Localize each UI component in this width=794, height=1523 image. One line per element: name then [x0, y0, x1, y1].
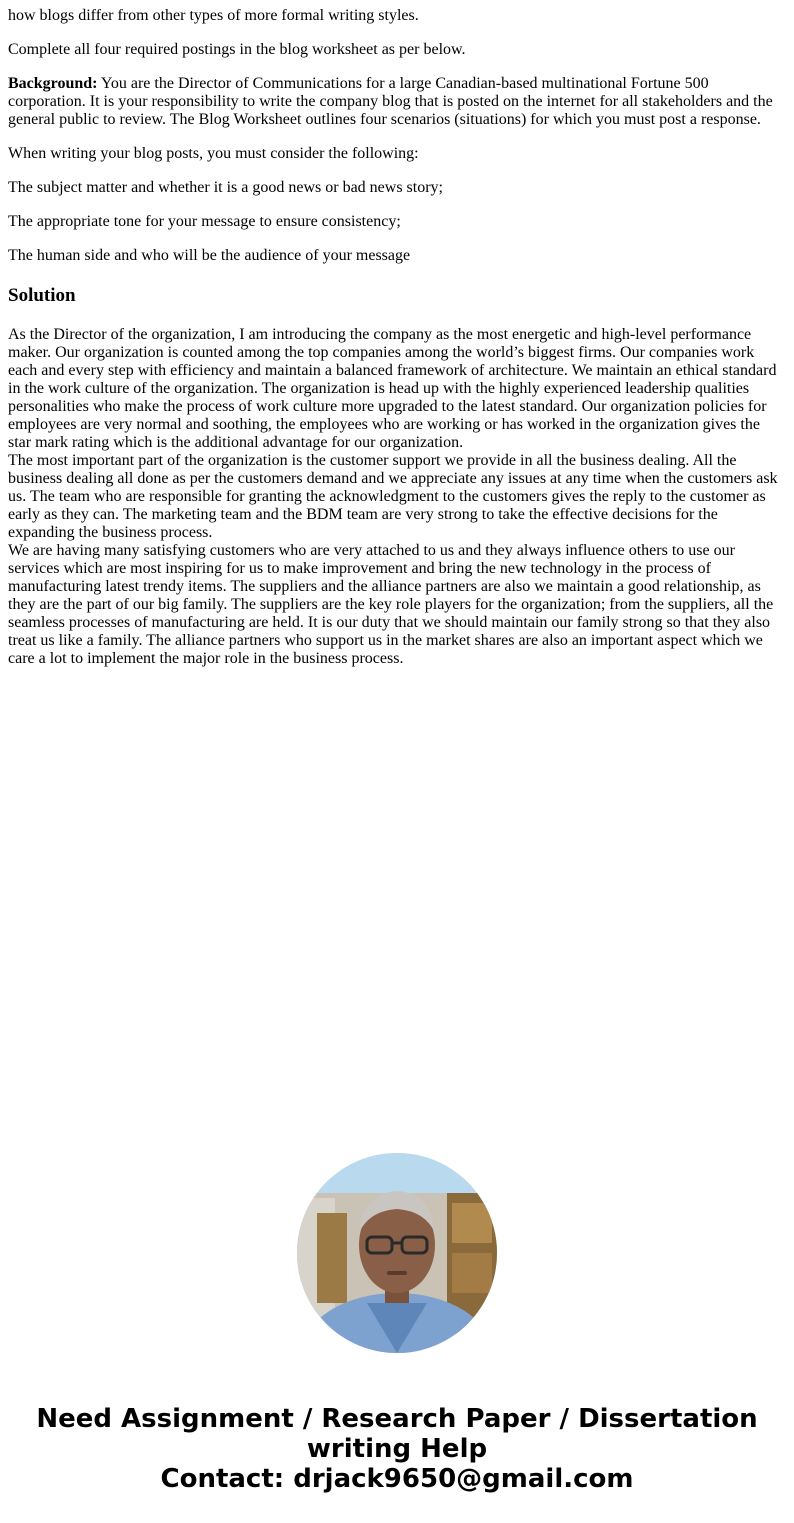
background-paragraph	[8, 75, 786, 129]
background-text: You are the Director of Communications for a large Canadian-based multinational Fortune 500 corporation. It is your responsibility to write the company blog that is posted on the internet for all stakeholders and the general public to review. The Blog Worksheet outlines four scenarios (situations) for which you must post a response.	[8, 75, 773, 128]
consideration-item: The human side and who will be the audience of your message	[8, 247, 411, 264]
person-photo-icon	[297, 1153, 497, 1353]
background-label: Background:	[8, 75, 98, 92]
solution-heading: Solution	[8, 285, 76, 306]
consideration-item: The appropriate tone for your message to ensure consistency;	[8, 213, 401, 230]
considerations-intro: When writing your blog posts, you must consider the following:	[8, 145, 419, 162]
consideration-item: The subject matter and whether it is a good news or bad news story;	[8, 179, 443, 196]
promo-banner	[0, 1404, 794, 1494]
promo-line: Need Assignment / Research Paper / Dissertation	[36, 1404, 758, 1434]
solution-paragraph: We are having many satisfying customers who are very attached to us and they always influence others to use our services which are most inspiring for us to make improvement and bring the new technology in the process of manufacturing latest trendy items. The suppliers and the alliance partners are also we maintain a good relationship, as they are the part of our big family. The suppliers are the key role players for the organization; from the suppliers, all the seamless processes of manufacturing are held. It is our duty that we should maintain our family strong so that they also treat us like a family. The alliance partners who support us in the market shares are also an important aspect which we care a lot to implement the major role in the business process.	[8, 542, 774, 667]
solution-paragraph: As the Director of the organization, I am introducing the company as the most energetic and high-level performance maker. Our organization is counted among the top companies among the world’s biggest firms. Our companies work each and every step with efficiency and maintain a balanced framework of architecture. We maintain an ethical standard in the work culture of the organization. The organization is head up with the highly experienced leadership qualities personalities who make the process of work culture more upgraded to the latest standard. Our organization policies for employees are very normal and soothing, the employees who are working or has worked in the organization gives the star mark rating which is the additional advantage for our organization.	[8, 326, 777, 451]
solution-paragraph: The most important part of the organization is the customer support we provide in all the business dealing. All the business dealing all done as per the customers demand and we appreciate any issues at any time when the customers ask us. The team who are responsible for granting the acknowledgment to the customers gives the reply to the customer as early as they can. The marketing team and the BDM team are very strong to take the effective decisions for the expanding the business process.	[8, 452, 778, 541]
intro-line: how blogs differ from other types of more formal writing styles.	[8, 7, 419, 24]
promo-contact: Contact: drjack9650@gmail.com	[160, 1464, 634, 1494]
promo-line: writing Help	[306, 1434, 488, 1464]
document-body	[8, 7, 786, 668]
instruction-line: Complete all four required postings in the blog worksheet as per below.	[8, 41, 466, 58]
author-avatar	[297, 1153, 497, 1353]
solution-body	[8, 326, 786, 668]
